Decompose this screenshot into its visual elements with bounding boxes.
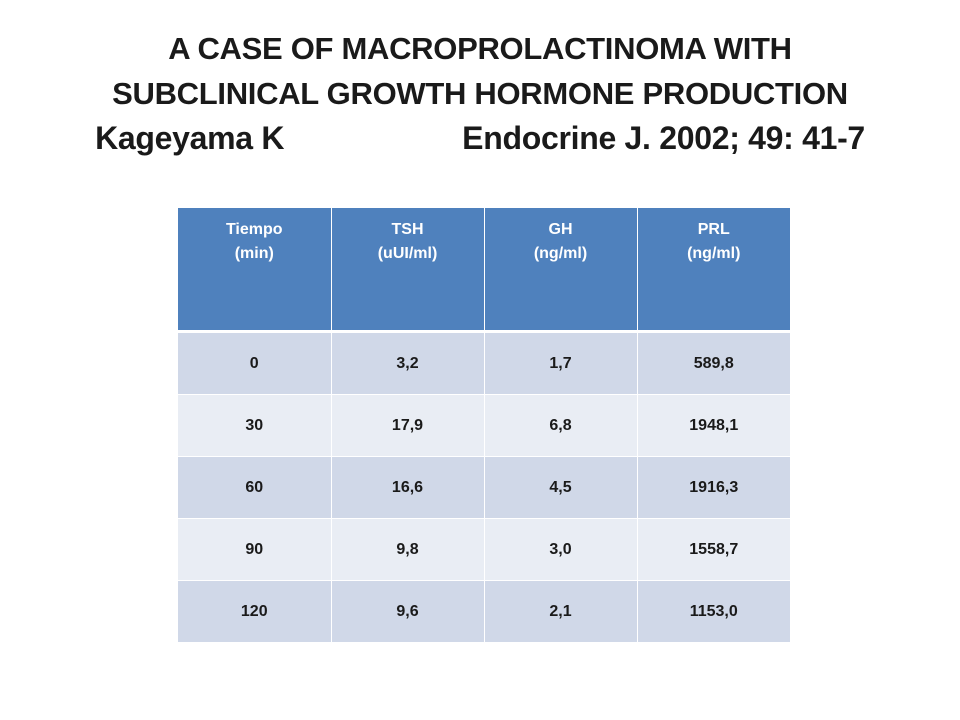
cell-tsh: 3,2	[331, 332, 484, 395]
header-unit: (ng/ml)	[533, 245, 588, 262]
cell-tsh: 16,6	[331, 457, 484, 519]
citation-journal: Endocrine J. 2002; 49: 41-7	[462, 120, 865, 156]
cell-gh: 1,7	[484, 332, 637, 395]
title-line-2: SUBCLINICAL GROWTH HORMONE PRODUCTION	[112, 76, 848, 111]
cell-tsh: 17,9	[331, 395, 484, 457]
cell-gh: 3,0	[484, 519, 637, 581]
cell-prl: 1916,3	[637, 457, 790, 519]
header-tsh	[331, 208, 484, 332]
title-line-1: A CASE OF MACROPROLACTINOMA WITH	[168, 31, 792, 66]
header-unit: (min)	[234, 245, 274, 262]
table-header-row	[178, 208, 790, 332]
header-gh	[484, 208, 637, 332]
results-table	[178, 208, 790, 643]
header-label: GH	[548, 221, 573, 238]
header-tiempo	[178, 208, 331, 332]
header-unit: (ng/ml)	[687, 245, 741, 262]
table-row	[178, 457, 790, 519]
cell-gh: 2,1	[484, 581, 637, 643]
cell-tiempo: 90	[178, 519, 331, 581]
header-prl	[637, 208, 790, 332]
cell-tiempo: 30	[178, 395, 331, 457]
citation-line	[40, 116, 920, 161]
cell-tiempo: 120	[178, 581, 331, 643]
table-row	[178, 395, 790, 457]
table-row	[178, 581, 790, 643]
header-label: TSH	[391, 221, 424, 238]
cell-prl: 589,8	[637, 332, 790, 395]
cell-prl: 1948,1	[637, 395, 790, 457]
cell-tsh: 9,6	[331, 581, 484, 643]
cell-tsh: 9,8	[331, 519, 484, 581]
cell-prl: 1153,0	[637, 581, 790, 643]
header-label: PRL	[697, 221, 730, 238]
table-row	[178, 332, 790, 395]
table-row	[178, 519, 790, 581]
cell-tiempo: 60	[178, 457, 331, 519]
cell-gh: 4,5	[484, 457, 637, 519]
cell-gh: 6,8	[484, 395, 637, 457]
header-unit: (uUI/ml)	[377, 245, 438, 262]
cell-tiempo: 0	[178, 332, 331, 395]
header-label: Tiempo	[225, 221, 283, 238]
citation-author: Kageyama K	[95, 120, 285, 156]
slide-title	[40, 26, 920, 161]
cell-prl: 1558,7	[637, 519, 790, 581]
